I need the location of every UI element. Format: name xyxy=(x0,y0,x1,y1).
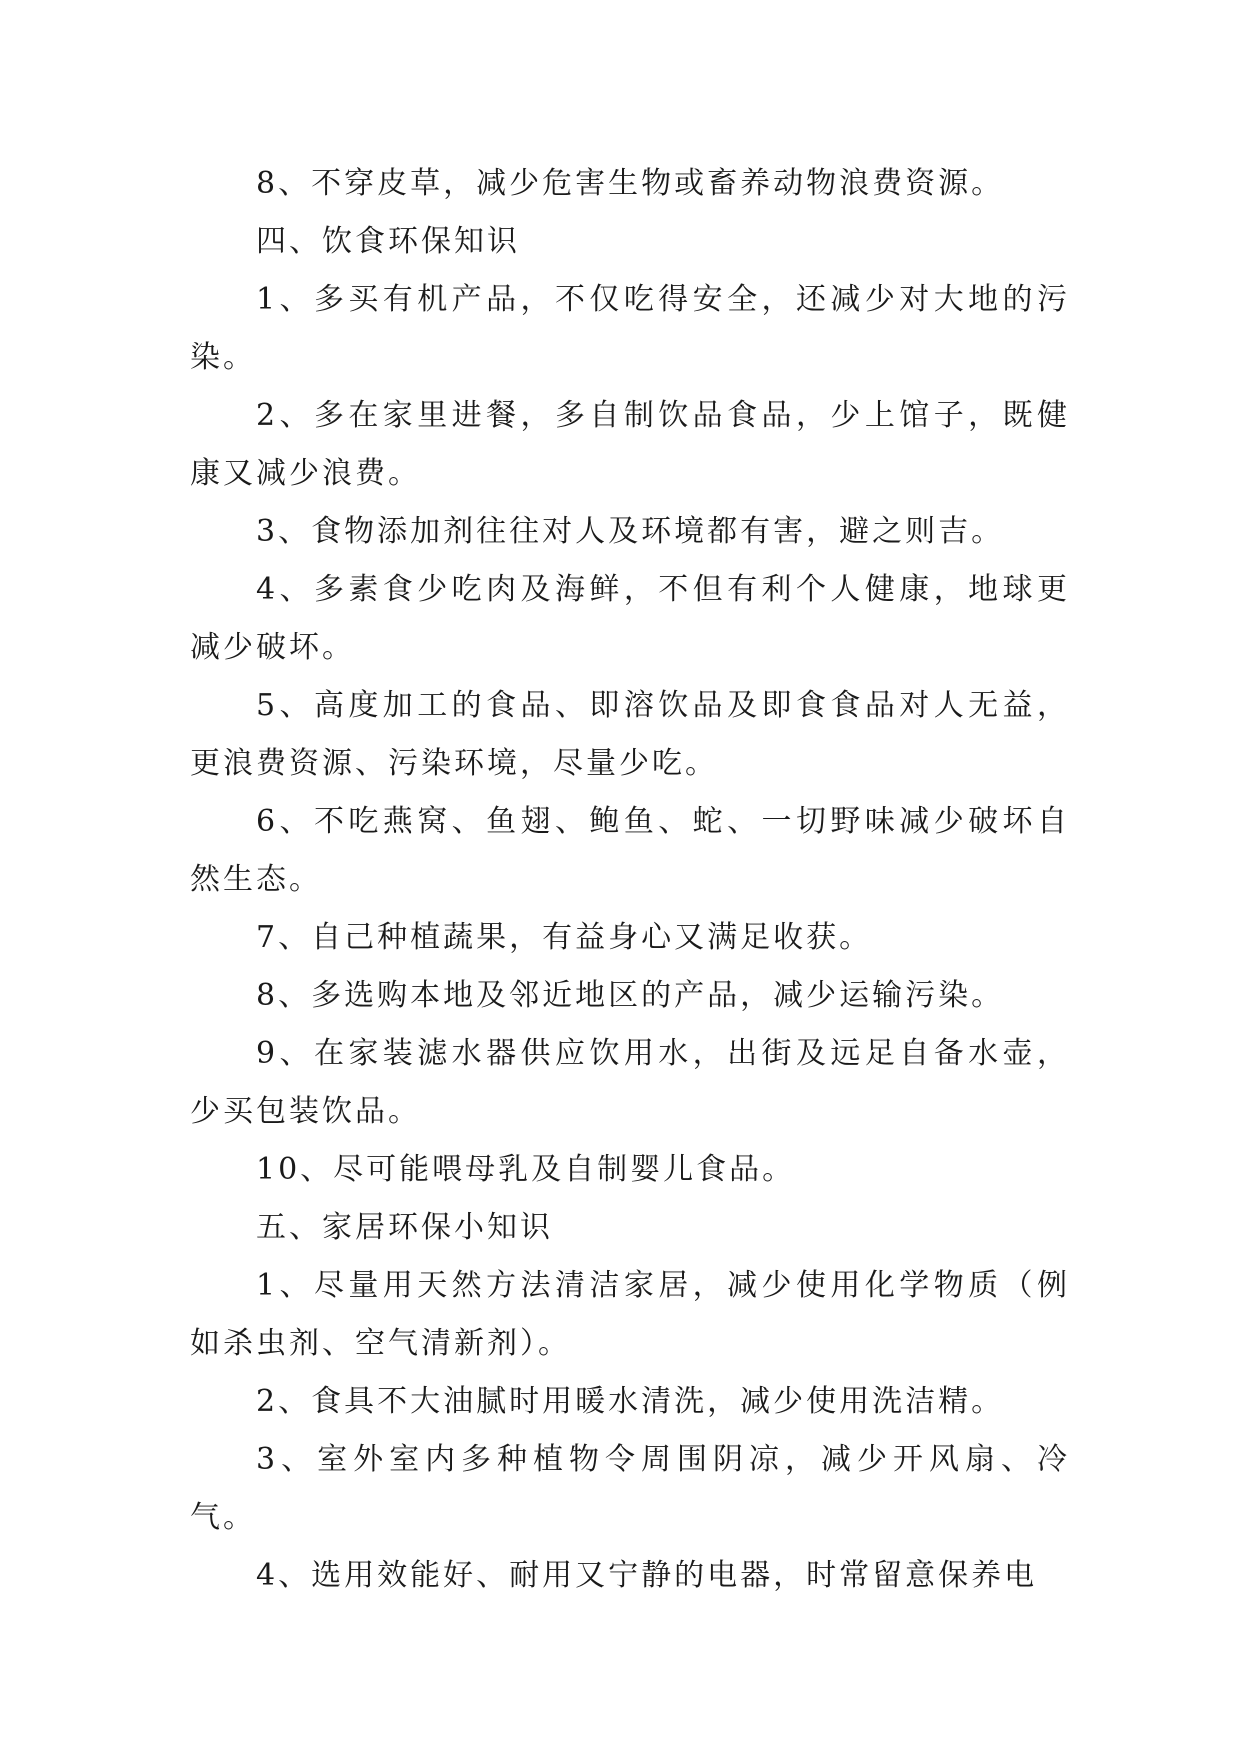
paragraph-item: 10、尽可能喂母乳及自制婴儿食品。 xyxy=(256,1152,796,1187)
paragraph-item: 3、食物添加剂往往对人及环境都有害，避之则吉。 xyxy=(256,514,1005,549)
paragraph-item: 1、尽量用天然方法清洁家居，减少使用化学物质（例如杀虫剂、空气清新剂）。 xyxy=(190,1268,1070,1361)
paragraph-item: 1、多买有机产品，不仅吃得安全，还减少对大地的污染。 xyxy=(190,282,1070,375)
paragraph-item: 2、多在家里进餐，多自制饮品食品，少上馆子，既健康又减少浪费。 xyxy=(190,398,1070,491)
section-heading: 五、家居环保小知识 xyxy=(256,1210,553,1245)
paragraph-item: 8、多选购本地及邻近地区的产品，减少运输污染。 xyxy=(256,978,1005,1013)
document-body xyxy=(190,155,1070,1605)
paragraph-item: 5、高度加工的食品、即溶饮品及即食食品对人无益，更浪费资源、污染环境，尽量少吃。 xyxy=(190,688,1070,781)
paragraph-item: 8、不穿皮草，减少危害生物或畜养动物浪费资源。 xyxy=(256,166,1005,201)
paragraph-item: 7、自己种植蔬果，有益身心又满足收获。 xyxy=(256,920,873,955)
paragraph-item: 4、选用效能好、耐用又宁静的电器，时常留意保养电 xyxy=(256,1558,1038,1593)
paragraph-item: 6、不吃燕窝、鱼翅、鲍鱼、蛇、一切野味减少破坏自然生态。 xyxy=(190,804,1070,897)
paragraph-item: 4、多素食少吃肉及海鲜，不但有利个人健康，地球更减少破坏。 xyxy=(190,572,1070,665)
paragraph-item: 9、在家装滤水器供应饮用水，出街及远足自备水壶，少买包装饮品。 xyxy=(190,1036,1070,1129)
paragraph-item: 3、室外室内多种植物令周围阴凉，减少开风扇、冷气。 xyxy=(190,1442,1070,1535)
section-heading: 四、饮食环保知识 xyxy=(256,224,520,259)
paragraph-item: 2、食具不大油腻时用暖水清洗，减少使用洗洁精。 xyxy=(256,1384,1005,1419)
